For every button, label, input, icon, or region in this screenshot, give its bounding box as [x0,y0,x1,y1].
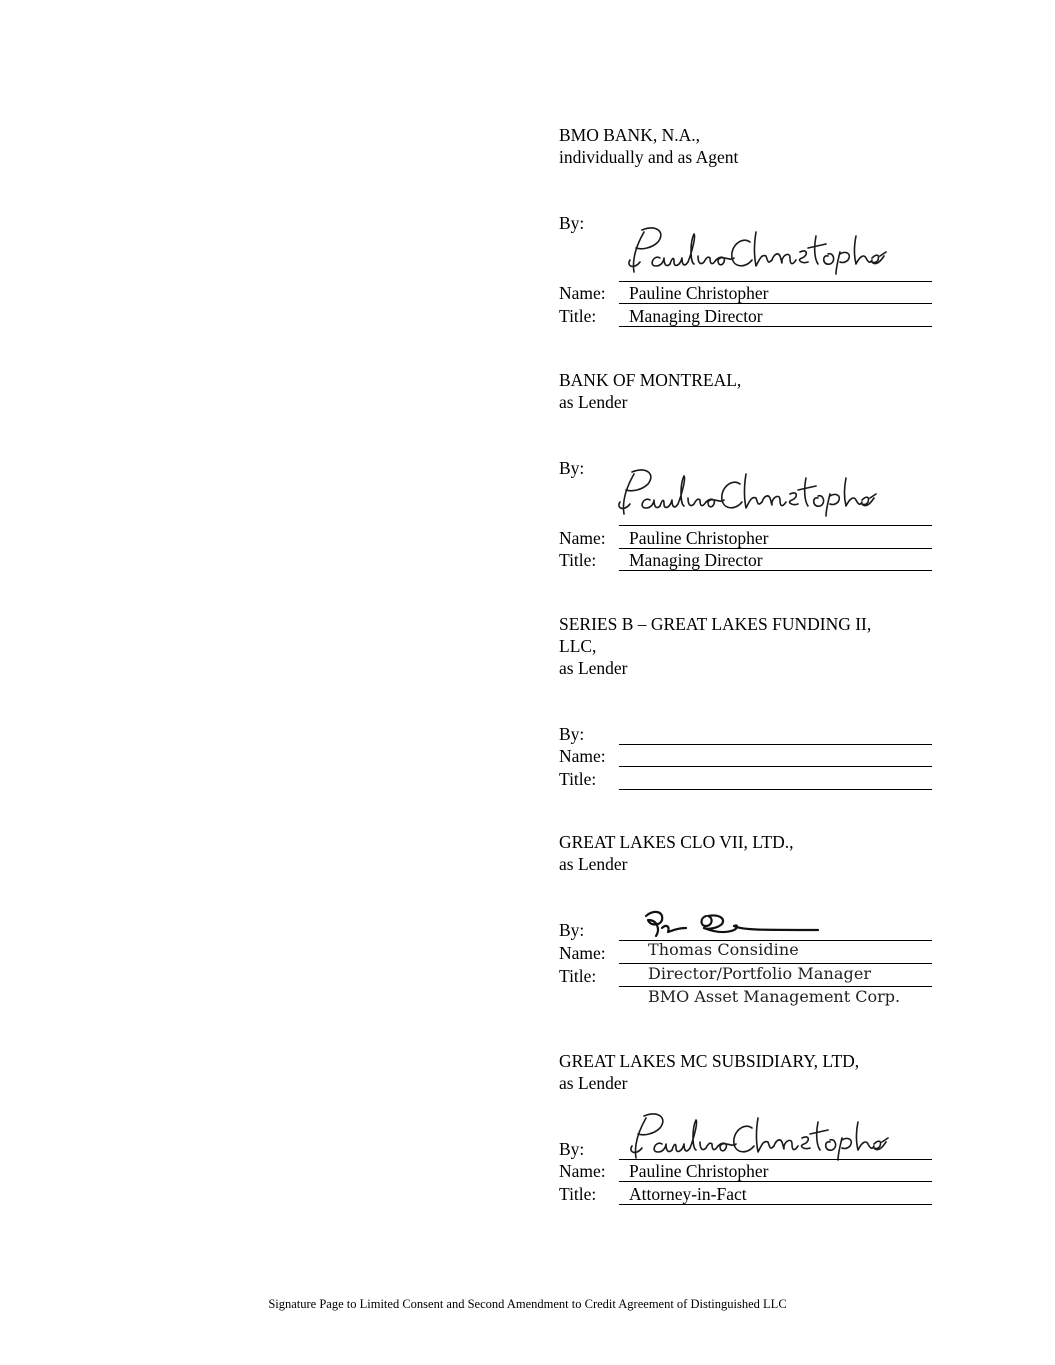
signatory-block-great-lakes-mc-subsidiary [559,1050,939,1094]
title-label: Title: [559,1184,597,1204]
name-line [619,1181,932,1182]
by-row [559,723,932,745]
entity-capacity: as Lender [559,1073,628,1093]
entity-capacity: individually and as Agent [559,147,739,167]
title-label: Title: [559,966,597,986]
title-label: Title: [559,306,597,326]
entity-name: SERIES B – GREAT LAKES FUNDING II, [559,614,872,634]
entity-name: BMO BANK, N.A., [559,125,700,145]
name-line [619,766,932,767]
name-row [559,1160,932,1182]
page-footer: Signature Page to Limited Consent and Second Amendment to Credit Agreement of Distinguished LLC [268,1297,787,1311]
name-label: Name: [559,746,606,766]
name-label: Name: [559,943,606,963]
by-label: By: [559,458,585,478]
entity-capacity: as Lender [559,658,628,678]
signatory-block-bmo-bank [559,124,939,168]
signer-title: Managing Director [629,550,763,570]
name-row [559,745,932,767]
entity-capacity: as Lender [559,854,628,874]
name-row [559,942,932,964]
name-row [559,282,932,304]
by-label: By: [559,1139,585,1159]
signer-title: Director/Portfolio Manager [648,964,872,983]
signature-line-row [559,260,932,282]
title-line [619,326,932,327]
signatory-block-bank-of-montreal [559,369,939,413]
signer-name: Thomas Considine [648,940,799,959]
signer-title: Attorney-in-Fact [629,1184,747,1204]
entity-name-continued: LLC, [559,636,597,656]
signer-name: Pauline Christopher [629,528,769,548]
title-row [559,305,932,327]
signer-company: BMO Asset Management Corp. [648,987,901,1006]
signature-line [619,525,932,526]
by-row [559,919,932,941]
name-label: Name: [559,1161,606,1181]
entity-name: GREAT LAKES MC SUBSIDIARY, LTD, [559,1051,860,1071]
title-row [559,549,932,571]
title-row [559,965,932,987]
title-row [559,1183,932,1205]
name-line [619,303,932,304]
title-label: Title: [559,550,597,570]
signer-name: Pauline Christopher [629,1161,769,1181]
title-row [559,768,932,790]
signatory-block-series-b [559,613,939,679]
signature-line-row [559,504,932,526]
entity-name: GREAT LAKES CLO VII, LTD., [559,832,794,852]
title-label: Title: [559,769,597,789]
name-row [559,527,932,549]
title-line [619,789,932,790]
signatory-block-great-lakes-clo-vii [559,831,939,875]
by-label: By: [559,724,585,744]
entity-name: BANK OF MONTREAL, [559,370,742,390]
name-label: Name: [559,528,606,548]
name-label: Name: [559,283,606,303]
title-line [619,1204,932,1205]
signer-title: Managing Director [629,306,763,326]
entity-capacity: as Lender [559,392,628,412]
by-label: By: [559,920,585,940]
title-line [619,570,932,571]
signer-name: Pauline Christopher [629,283,769,303]
by-label: By: [559,213,585,233]
by-row [559,1138,932,1160]
